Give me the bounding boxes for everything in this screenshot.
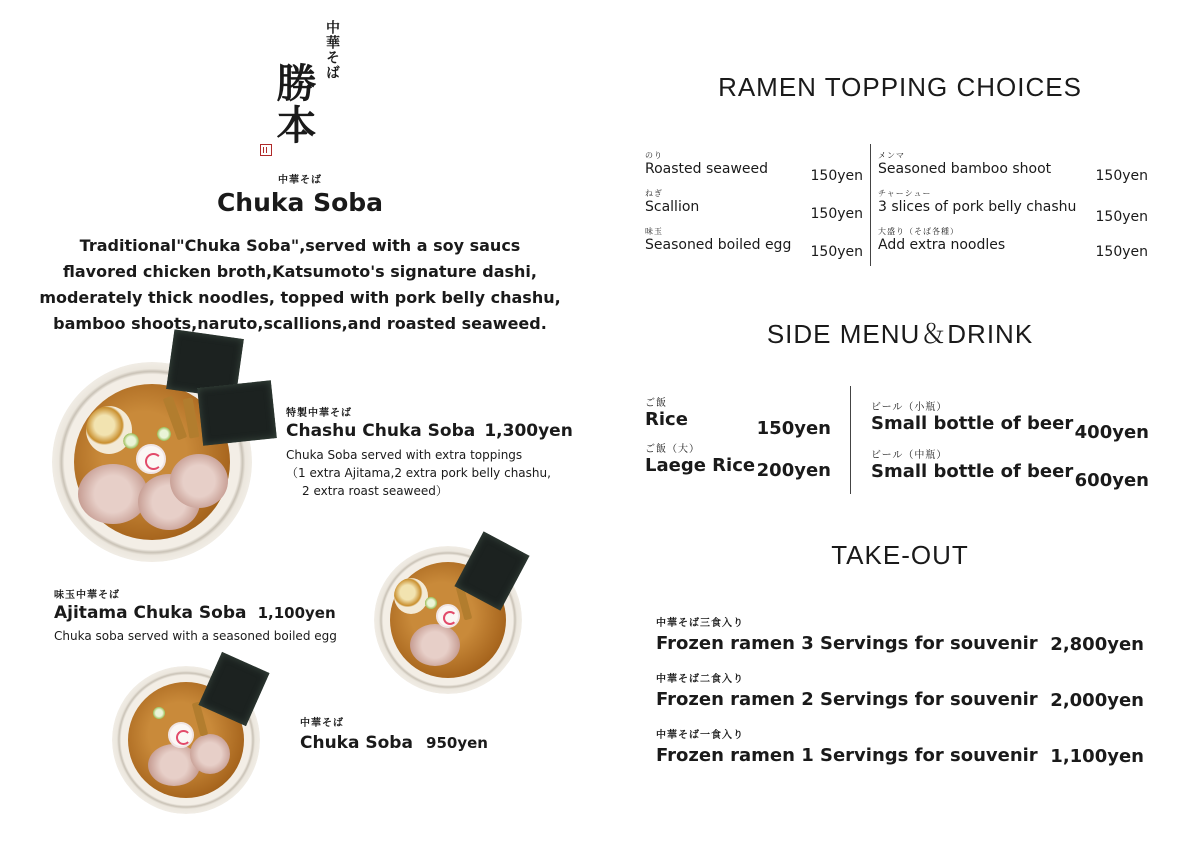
seal-stamp-icon	[260, 144, 272, 156]
ajitama-item-desc: Chuka soba served with a seasoned boiled egg	[54, 629, 337, 643]
topping-name: Seasoned bamboo shoot	[878, 161, 1052, 177]
seaweed-garnish	[197, 380, 277, 445]
side-menu-title: SIDE MENU＆DRINK	[766, 319, 1034, 349]
toppings-divider	[870, 144, 871, 266]
topping-item	[878, 226, 1148, 264]
chashu-item-name: Chashu Chuka Soba	[286, 421, 476, 441]
toppings-right-column	[878, 150, 1148, 264]
takeout-item-price: 1,100yen	[1050, 746, 1144, 767]
chashu-item-desc: 2 extra roast seaweed）	[302, 484, 448, 498]
topping-price: 150yen	[810, 168, 863, 184]
toppings-title: RAMEN TOPPING CHOICES	[718, 72, 1082, 102]
topping-name: Roasted seaweed	[645, 161, 769, 177]
side-jp-label: ビール（中瓶）	[871, 450, 948, 461]
topping-jp-label: 大盛り（そば各種）	[878, 227, 959, 236]
description-line: moderately thick noodles, topped with pork belly chashu,	[39, 288, 561, 307]
topping-price: 150yen	[1095, 244, 1148, 260]
logo-shop-name: 勝本	[270, 62, 317, 146]
chuka-item-heading	[300, 733, 488, 753]
main-dish-description	[30, 233, 570, 337]
logo-small-text: 中華そば	[324, 20, 340, 80]
side-item-price: 600yen	[1074, 470, 1149, 491]
ajitama-item-price: 1,100yen	[257, 604, 336, 622]
topping-item	[645, 150, 863, 188]
description-line: flavored chicken broth,Katsumoto's signature dashi,	[63, 262, 537, 281]
description-line: bamboo shoots,naruto,scallions,and roasted seaweed.	[53, 314, 547, 333]
topping-name: Seasoned boiled egg	[645, 237, 792, 253]
topping-jp-label: メンマ	[878, 151, 905, 160]
side-item-price: 400yen	[1074, 422, 1149, 443]
topping-item	[878, 188, 1148, 226]
side-item	[645, 440, 831, 486]
takeout-list	[656, 614, 1144, 782]
takeout-item	[656, 614, 1144, 670]
side-item-price: 200yen	[756, 460, 831, 481]
side-jp-label: ビール（小瓶）	[871, 402, 948, 413]
main-dish-jp-label: 中華そば	[278, 175, 322, 186]
takeout-jp-label: 中華そば一食入り	[656, 730, 744, 741]
side-divider	[850, 386, 851, 494]
takeout-item-name: Frozen ramen 3 Servings for souvenir	[656, 633, 1038, 654]
topping-jp-label: ねぎ	[645, 189, 663, 198]
side-item-name: Rice	[645, 409, 688, 430]
chuka-item-price: 950yen	[426, 734, 488, 752]
chashu-item-desc: （1 extra Ajitama,2 extra pork belly chashu,	[286, 466, 551, 480]
topping-item	[645, 226, 863, 264]
takeout-jp-label: 中華そば二食入り	[656, 674, 744, 685]
side-jp-label: ご飯	[645, 398, 667, 409]
topping-price: 150yen	[1095, 209, 1148, 225]
topping-item	[878, 150, 1148, 188]
topping-price: 150yen	[1095, 168, 1148, 184]
takeout-item-name: Frozen ramen 1 Servings for souvenir	[656, 745, 1038, 766]
side-item-name: Laege Rice	[645, 455, 756, 476]
main-dish-title: Chuka Soba	[216, 188, 384, 217]
side-jp-label: ご飯（大）	[645, 444, 700, 455]
takeout-item-price: 2,000yen	[1050, 690, 1144, 711]
topping-price: 150yen	[810, 244, 863, 260]
takeout-title: TAKE-OUT	[831, 540, 969, 570]
ajitama-item-name: Ajitama Chuka Soba	[54, 603, 247, 623]
side-item-name: Small bottle of beer	[871, 413, 1074, 434]
side-left-column	[645, 394, 831, 486]
chashu-item-desc: Chuka Soba served with extra toppings	[286, 448, 523, 462]
topping-name: Add extra noodles	[878, 237, 1006, 253]
ajitama-item-heading	[54, 603, 336, 623]
description-line: Traditional"Chuka Soba",served with a soy saucs	[79, 236, 521, 255]
chuka-item-name: Chuka Soba	[300, 733, 413, 753]
chashu-jp-label: 特製中華そば	[286, 408, 352, 419]
side-item	[871, 446, 1149, 494]
side-item	[871, 398, 1149, 446]
topping-price: 150yen	[810, 206, 863, 222]
shop-logo	[250, 18, 360, 168]
topping-name: 3 slices of pork belly chashu	[878, 199, 1077, 215]
chashu-item-heading	[286, 421, 573, 441]
topping-jp-label: チャーシュー	[878, 189, 932, 198]
side-item	[645, 394, 831, 440]
takeout-item-name: Frozen ramen 2 Servings for souvenir	[656, 689, 1038, 710]
takeout-item	[656, 726, 1144, 782]
chashu-item-price: 1,300yen	[484, 421, 573, 441]
chuka-jp-label: 中華そば	[300, 718, 344, 729]
takeout-item	[656, 670, 1144, 726]
takeout-jp-label: 中華そば三食入り	[656, 618, 744, 629]
ajitama-jp-label: 味玉中華そば	[54, 590, 120, 601]
topping-item	[645, 188, 863, 226]
topping-name: Scallion	[645, 199, 700, 215]
takeout-item-price: 2,800yen	[1050, 634, 1144, 655]
topping-jp-label: のり	[645, 151, 663, 160]
side-item-price: 150yen	[756, 418, 831, 439]
topping-jp-label: 味玉	[645, 227, 663, 236]
side-item-name: Small bottle of beer	[871, 461, 1074, 482]
side-right-column	[871, 398, 1149, 494]
toppings-left-column	[645, 150, 863, 264]
